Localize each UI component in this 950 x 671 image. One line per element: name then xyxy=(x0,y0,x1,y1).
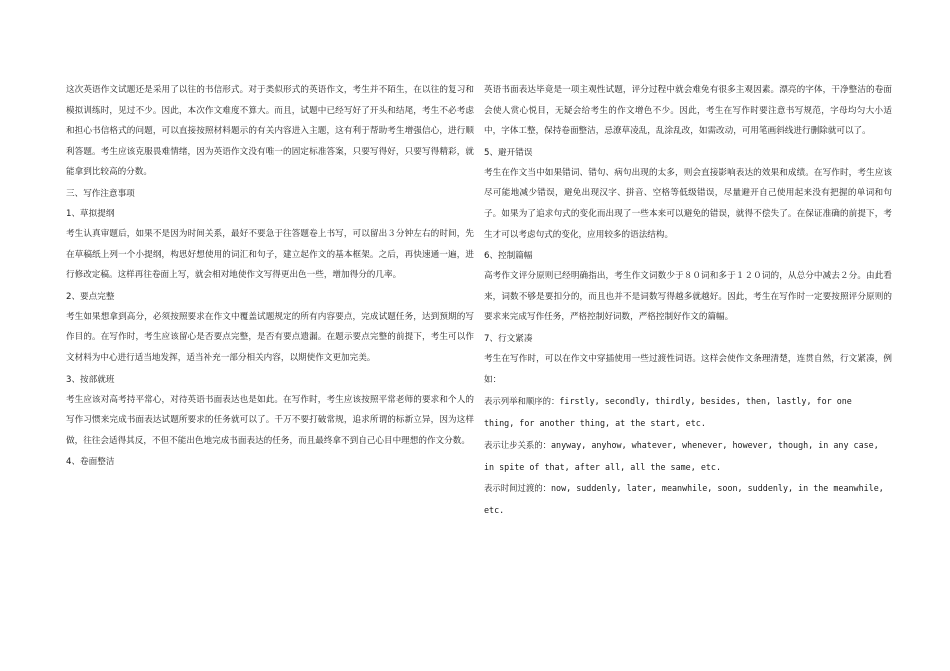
item-heading-6: 6、控制篇幅 xyxy=(484,251,533,262)
item-heading-3: 3、按部就班 xyxy=(66,374,115,385)
item-paragraph-5: 考生在作文当中如果错词、错句、病句出现的太多，则会直接影响表达的效果和成绩。在写作时，考生应该尽可能地减少错误，避免出现汉字、拼音、空格等低级错误，尽量避开自己使用起来没有把握的单词和句子。如果为了追求句式的变化而出现了一些本来可以避免的错误，就得不偿失了。在保证准确的前提下，考生才可以考虑句式的变化，应用较多的语法结构。 xyxy=(484,167,892,240)
example-line: 表示时间过渡的：now, suddenly, later, meanwhile, soon, suddenly, in the meanwhile, xyxy=(484,483,884,494)
item-heading-1: 1、草拟提纲 xyxy=(66,208,115,219)
item-paragraph-2: 考生如果想拿到高分，必须按照要求在作文中覆盖试题规定的所有内容要点，完成试题任务，达到预期的写作目的。在写作时，考生应该留心是否要点完整，是否有要点遗漏。在题示要点完整的前提下，考生可以作文材料为中心进行适当地发挥，适当补充一部分相关内容，以期使作文更加完美。 xyxy=(66,311,474,363)
item-heading-2: 2、要点完整 xyxy=(66,291,115,302)
example-line: thing, for another thing, at the start, etc. xyxy=(484,417,706,428)
item-heading-4: 4、卷面整洁 xyxy=(66,457,115,468)
section-heading: 三、写作注意事项 xyxy=(66,188,135,199)
example-line: 表示让步关系的：anyway, anyhow, whatever, whenever, however, though, in any case, xyxy=(484,439,879,450)
example-line: etc. xyxy=(484,505,505,516)
item-paragraph-6: 高考作文评分原则已经明确指出，考生作文词数少于８０词和多于１２０词的，从总分中减去２分。由此看来，词数不够是要扣分的，而且也并不是词数写得越多就越好。因此，考生在写作时一定要按照评分原则的要求来完成写作任务，严格控制好词数，严格控制好作文的篇幅。 xyxy=(484,271,892,323)
item-heading-7: 7、行文紧凑 xyxy=(484,333,533,344)
intro-paragraph: 这次英语作文试题还是采用了以往的书信形式。对于类似形式的英语作文，考生并不陌生，在以往的复习和模拟训练时，见过不少。因此，本次作文难度不算大。而且，试题中已经写好了开头和结尾，考生不必考虑和担心书信格式的问题，可以直接按照材料题示的有关内容进入主题，这有利于帮助考生增强信心，进行顺利答题。考生应该克服畏难情绪，因为英语作文没有唯一的固定标准答案，只要写得好，只要写得精彩，就能拿到比较高的分数。 xyxy=(66,85,474,178)
left-column xyxy=(66,80,474,472)
item-heading-5: 5、避开错误 xyxy=(484,147,533,158)
example-line: in spite of that, after all, all the same, etc. xyxy=(484,461,721,472)
item-paragraph-1: 考生认真审题后，如果不是因为时间关系，最好不要急于往答题卷上书写，可以留出３分钟左右的时间，先在草稿纸上列一个小提纲，构思好想使用的词汇和句子，建立起作文的基本框架。之后，再快速通一遍，进行修改定稿。这样再往卷面上写，就会相对地使作文写得更出色一些，增加得分的几率。 xyxy=(66,228,474,281)
item-paragraph-4-continued: 英语书面表达毕竟是一项主观性试题，评分过程中就会难免有很多主观因素。漂亮的字体，干净整洁的卷面会使人赏心悦目，无疑会给考生的作文增色不少。因此，考生在写作时要注意书写规范，字母均匀大小适中，字体工整，保持卷面整洁，忌潦草凌乱，乱涂乱改，如需改动，可用笔画斜线进行删除就可以了。 xyxy=(484,85,892,137)
right-column xyxy=(484,80,892,522)
item-paragraph-3: 考生应该对高考持平常心，对待英语书面表达也是如此。在写作时，考生应该按照平常老师的要求和个人的写作习惯来完成书面表达试题所要求的任务就可以了。千万不要打破常规，追求所谓的标新立异，因为这样做，往往会适得其反，不但不能出色地完成书面表达的任务，而且最终拿不到自己心目中理想的作文分数。 xyxy=(66,394,474,446)
item-paragraph-7: 考生在写作时，可以在作文中穿插使用一些过渡性词语。这样会使作文条理清楚，连贯自然，行文紧凑，例如： xyxy=(484,353,892,385)
example-line: 表示列举和顺序的：firstly, secondly, thirdly, besides, then, lastly, for one xyxy=(484,396,852,407)
